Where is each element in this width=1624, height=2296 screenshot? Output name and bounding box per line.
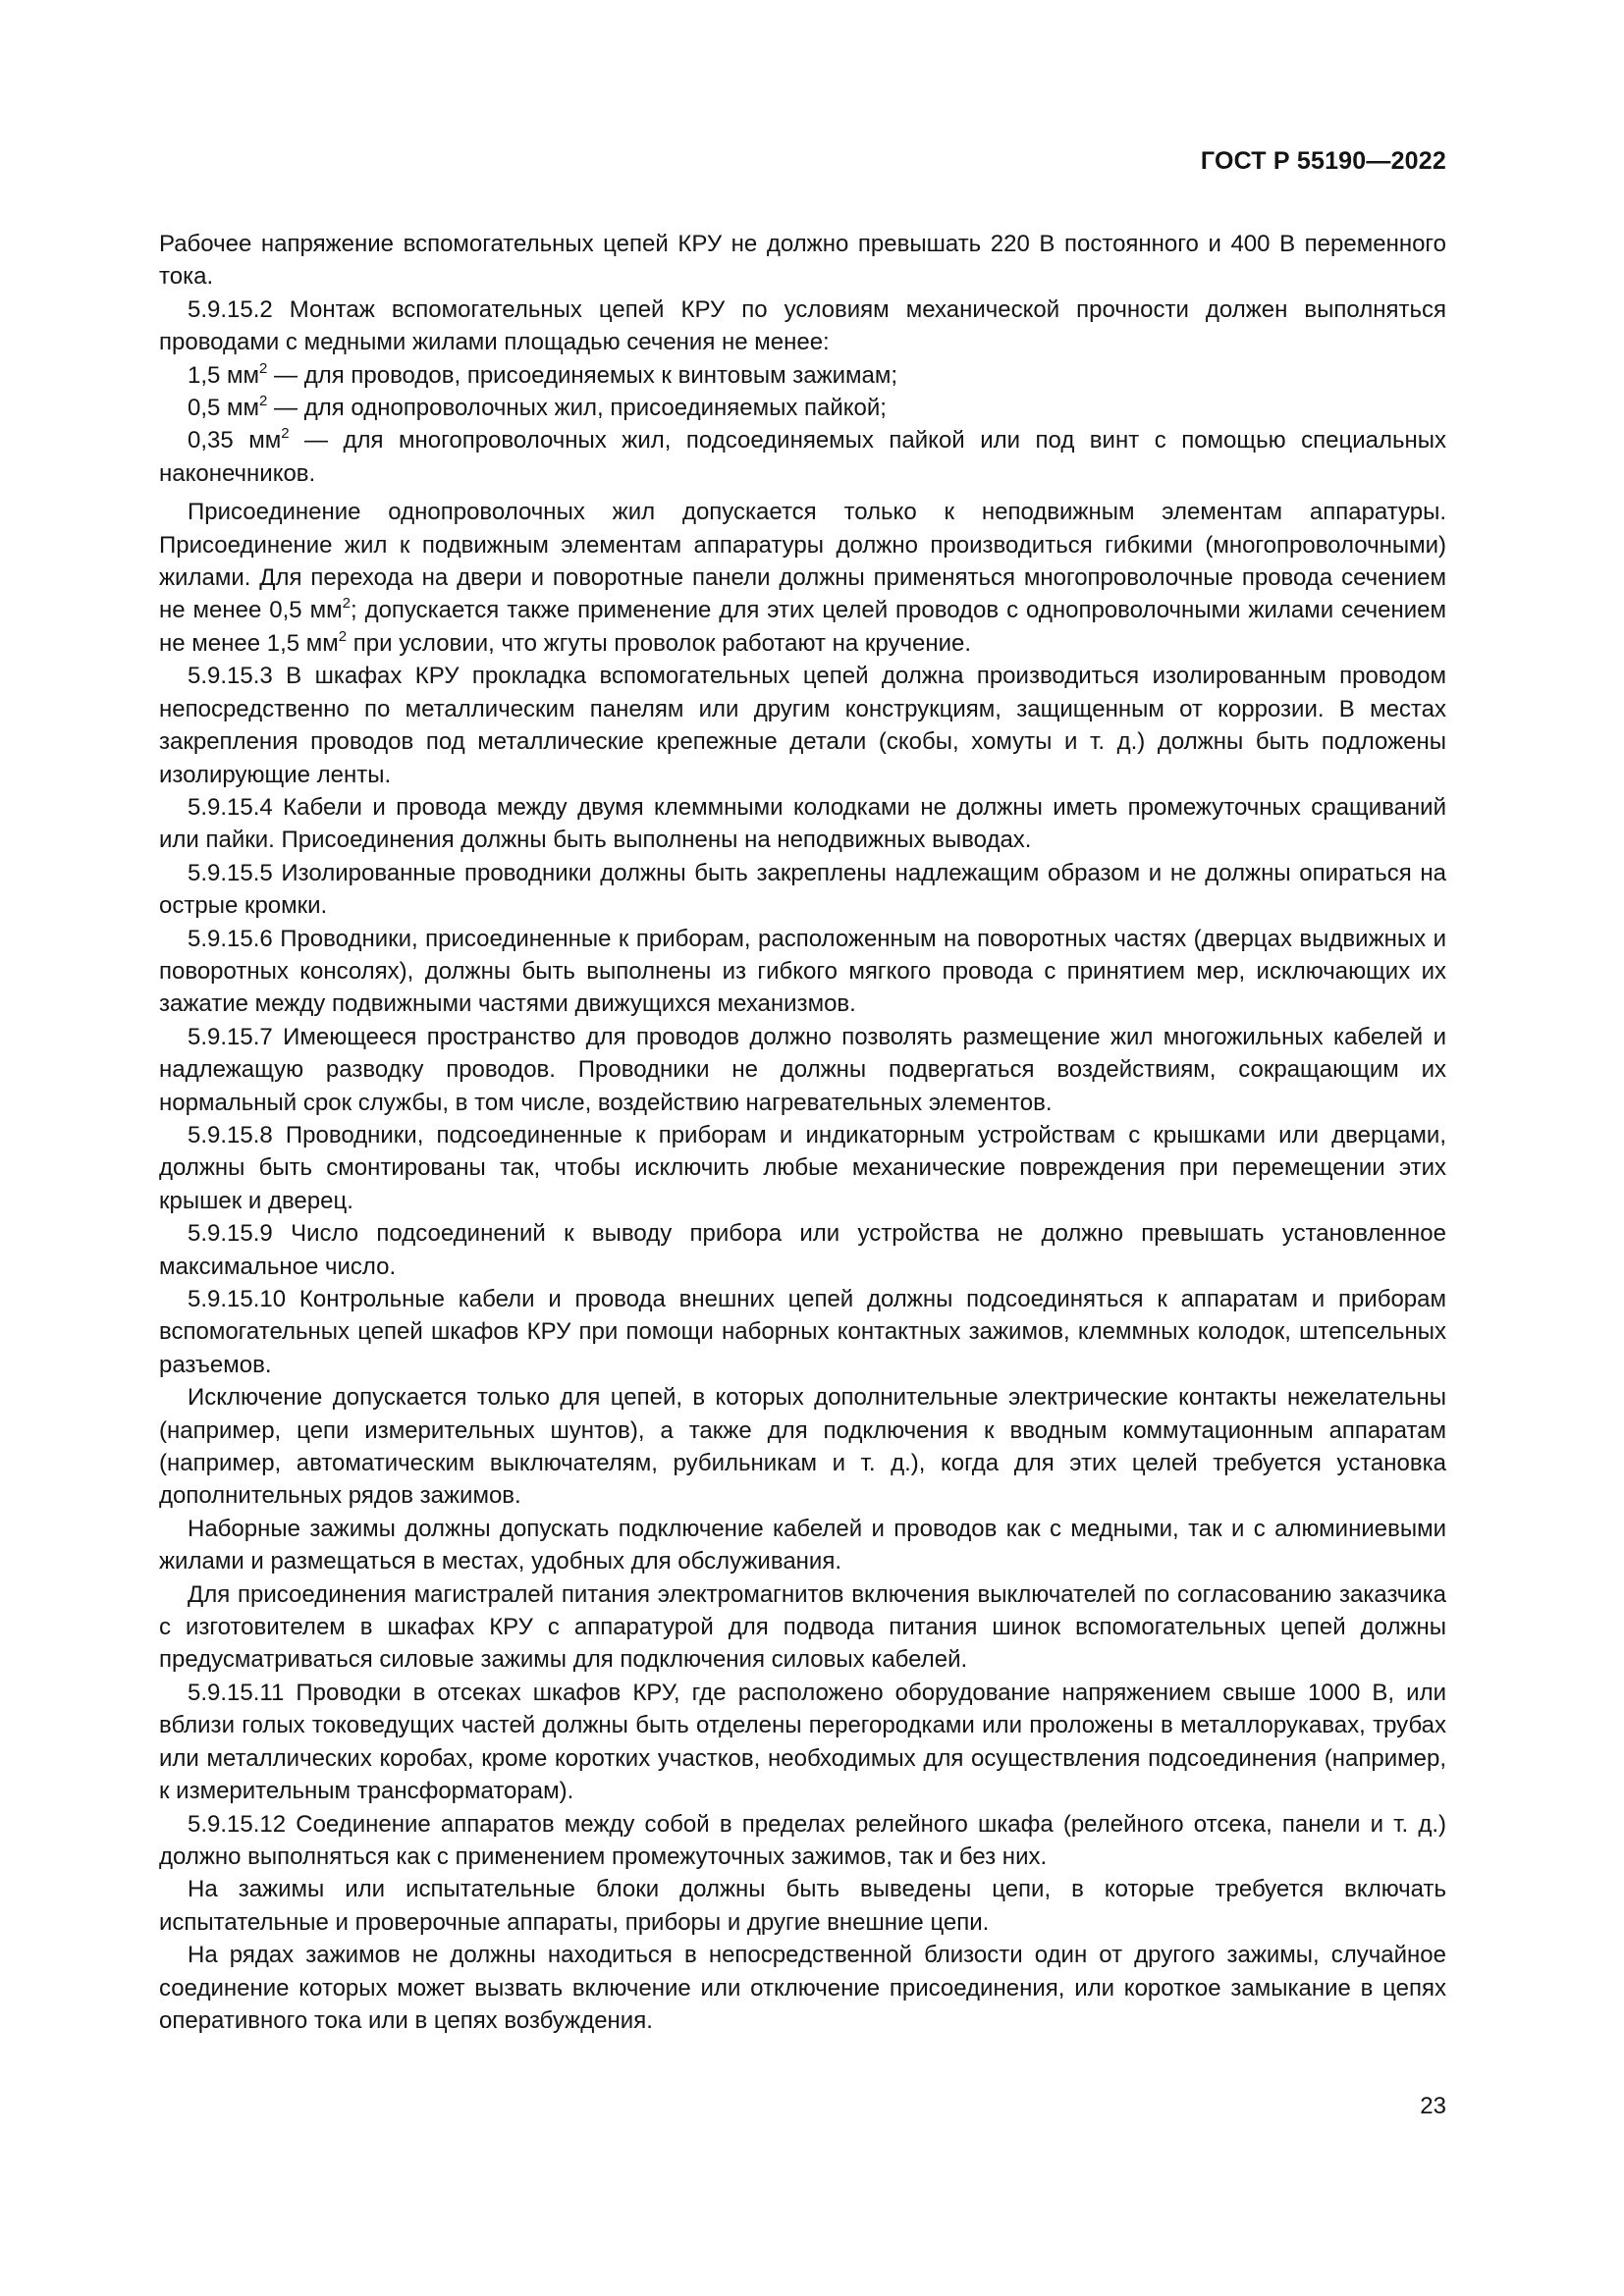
paragraph: На рядах зажимов не должны находиться в непосредственной близости один от другого зажимы, случайное соединение которых может вызвать включение или отключение присоединения, или короткое замыкание в цепях оперативного тока или в цепях возбуждения. [159,1942,1446,2034]
superscript: 2 [259,359,268,377]
document-body [159,228,1446,2037]
clause-5-9-15-12: 5.9.15.12 Соединение аппаратов между собой в пределах релейного шкафа (релейного отсека, панели и т. д.) должно выполняться как с применением промежуточных зажимов, так и без них. [159,1810,1446,1870]
text-fragment: Присоединение однопроволочных жил допускается только к неподвижным элементам аппаратуры. Присоединение жил к подвижным элементам аппаратуры должно производиться гибкими (многопроволочными) жилами. Для перехода на двери и поворотные панели должны применяться многопроволочные провода сечением не менее 0,5 мм [159,499,1446,624]
clause-5-9-15-5: 5.9.15.5 Изолированные проводники должны быть закреплены надлежащим образом и не должны опираться на острые кромки. [159,859,1446,920]
paragraph: Рабочее напряжение вспомогательных цепей КРУ не должно превышать 220 В постоянного и 400 В переменного тока. [159,231,1446,291]
paragraph: Исключение допускается только для цепей, в которых дополнительные электрические контакты нежелательны (например, цепи измерительных шунтов), а также для подключения к вводным коммутационным аппаратам (например, автоматическим выключателям, рубильникам и т. д.), когда для этих целей требуется установка дополнительных рядов зажимов. [159,1384,1446,1510]
clause-5-9-15-3: 5.9.15.3 В шкафах КРУ прокладка вспомогательных цепей должна производиться изолированным проводом непосредственно по металлическим панелям или другим конструкциям, защищенным от коррозии. В местах закрепления проводов под металлические крепежные детали (скобы, хомуты и т. д.) должны быть подложены изолирующие ленты. [159,663,1446,788]
paragraph: Для присоединения магистралей питания электромагнитов включения выключателей по согласованию заказчика с изготовителем в шкафах КРУ с аппаратурой для подвода питания шинок вспомогательных цепей должны предусматриваться силовые зажимы для подключения силовых кабелей. [159,1580,1446,1674]
size-value: 0,35 мм [188,427,282,454]
text-fragment: ; допускается также применение для этих целей проводов с однопроволочными жилами сечением не менее 1,5 мм [159,597,1446,657]
list-item-text: — для проводов, присоединяемых к винтовым зажимам; [274,361,898,389]
paragraph: На зажимы или испытательные блоки должны быть выведены цепи, в которые требуется включать испытательные и проверочные аппараты, приборы и другие внешние цепи. [159,1876,1446,1936]
clause-5-9-15-7: 5.9.15.7 Имеющееся пространство для проводов должно позволять размещение жил многожильных кабелей и надлежащую разводку проводов. Проводники не должны подвергаться воздействиям, сокращающим их нормальный срок службы, в том числе, воздействию нагревательных элементов. [159,1023,1446,1116]
clause-5-9-15-11: 5.9.15.11 Проводки в отсеках шкафов КРУ, где расположено оборудование напряжением свыше 1000 В, или вблизи голых токоведущих частей должны быть отделены перегородками или проложены в металлорукавах, трубах или металлических коробах, кроме коротких участков, необходимых для осуществления подсоединения (например, к измерительным трансформаторам). [159,1679,1446,1805]
list-item-text: — для многопроволочных жил, подсоединяемых пайкой или под винт с помощью специальных наконечников. [159,427,1446,487]
list-item-cross-section [159,359,1446,392]
superscript: 2 [281,425,290,443]
superscript: 2 [338,627,348,645]
text-fragment: при условии, что жгуты проволок работают на кручение. [347,629,972,657]
clause-5-9-15-6: 5.9.15.6 Проводники, присоединенные к приборам, расположенным на поворотных частях (дверцах выдвижных и поворотных консолях), должны быть выполнены из гибкого мягкого провода с принятием мер, исключающих их зажатие между подвижными частями движущихся механизмов. [159,925,1446,1018]
superscript: 2 [342,595,351,613]
clause-5-9-15-4: 5.9.15.4 Кабели и провода между двумя клеммными колодками не должны иметь промежуточных сращиваний или пайки. Присоединения должны быть выполнены на неподвижных выводах. [159,793,1446,854]
clause-5-9-15-8: 5.9.15.8 Проводники, подсоединенные к приборам и индикаторным устройствам с крышками или дверцами, должны быть смонтированы так, чтобы исключить любые механические повреждения при перемещении этих крышек и дверец. [159,1121,1446,1214]
superscript: 2 [259,393,268,410]
document-code-header: ГОСТ Р 55190—2022 [1200,147,1446,175]
clause-5-9-15-10: 5.9.15.10 Контрольные кабели и провода внешних цепей должны подсоединяться к аппаратам и приборам вспомогательных цепей шкафов КРУ при помощи наборных контактных зажимов, клеммных колодок, штепсельных разъемов. [159,1286,1446,1378]
clause-5-9-15-9: 5.9.15.9 Число подсоединений к выводу прибора или устройства не должно превышать установленное максимальное число. [159,1220,1446,1280]
list-item-cross-section [159,424,1446,490]
list-item-text: — для однопроволочных жил, присоединяемых пайкой; [274,395,887,422]
paragraph-wiring [159,496,1446,660]
size-value: 0,5 мм [188,395,260,422]
list-item-cross-section [159,392,1446,424]
size-value: 1,5 мм [188,361,260,389]
paragraph: Наборные зажимы должны допускать подключение кабелей и проводов как с медными, так и с алюминиевыми жилами и размещаться в местах, удобных для обслуживания. [159,1515,1446,1575]
page-number: 23 [1420,2093,1446,2119]
clause-5-9-15-2: 5.9.15.2 Монтаж вспомогательных цепей КРУ по условиям механической прочности должен выполняться проводами с медными жилами площадью сечения не менее: [159,295,1446,356]
